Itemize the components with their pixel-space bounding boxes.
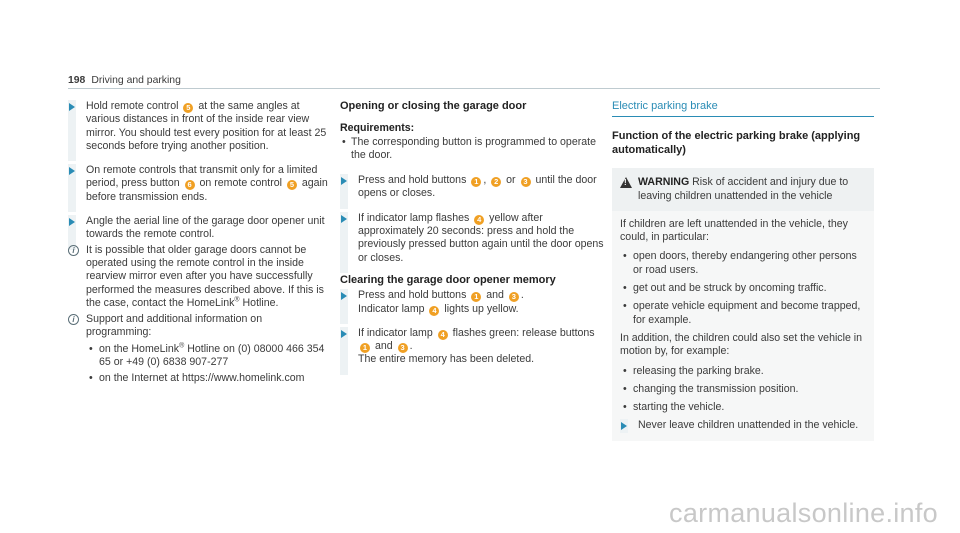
note-support: i Support and additional information on programming: • on the HomeLink® Hotline on (0) 08000 466 354 65 or +49 (0) 6838 907-277 • on the Internet at https://www.homelink.com bbox=[68, 313, 330, 385]
column-1 bbox=[68, 100, 330, 389]
warning-label: WARNING bbox=[638, 176, 690, 189]
step-indicator-yellow: If indicator lamp flashes 4 yellow after approximately 20 seconds: press and hold the previously pressed button again until the door opens or closes. bbox=[340, 212, 604, 265]
motion-list bbox=[620, 365, 866, 415]
info-icon: i bbox=[68, 314, 79, 325]
badge-4: 4 bbox=[429, 306, 439, 316]
step-limited-transmit: On remote controls that transmit only for a limited period, press button 6 on remote control 5 again before transmission ends. bbox=[68, 164, 330, 204]
warning-text: Risk of accident and injury due to leaving children unattended in the vehicle bbox=[638, 176, 849, 202]
step-arrow-icon bbox=[341, 330, 347, 338]
badge-1: 1 bbox=[360, 343, 370, 353]
list-item: • changing the transmission position. bbox=[620, 383, 866, 396]
info-icon: i bbox=[68, 245, 79, 256]
badge-3: 3 bbox=[398, 343, 408, 353]
warning-box bbox=[612, 168, 874, 211]
step-arrow-icon bbox=[69, 218, 75, 226]
note-older-doors: i It is possible that older garage doors cannot be operated using the remote control in the inside rearview mirror even after you have successfully performed the measures described above. If this is the case, contact the HomeLink® Hotline. bbox=[68, 244, 330, 310]
warning-icon bbox=[620, 177, 632, 188]
badge-1: 1 bbox=[471, 177, 481, 187]
section-heading-clear-memory: Clearing the garage door opener memory bbox=[340, 273, 556, 286]
warning-header bbox=[620, 176, 866, 203]
requirement-item: • The corresponding button is programmed to operate the door. bbox=[340, 136, 604, 163]
list-item: • on the HomeLink® Hotline on (0) 08000 466 354 65 or +49 (0) 6838 907-277 bbox=[86, 343, 330, 370]
badge-5: 5 bbox=[183, 103, 193, 113]
page-number: 198 bbox=[68, 75, 86, 86]
badge-3: 3 bbox=[521, 177, 531, 187]
column-2 bbox=[340, 100, 604, 378]
section-title: Driving and parking bbox=[91, 75, 181, 86]
badge-4: 4 bbox=[438, 330, 448, 340]
warning-paragraph: If children are left unattended in the vehicle, they could, in particular: bbox=[620, 217, 848, 244]
list-item: • releasing the parking brake. bbox=[620, 365, 866, 378]
step-arrow-icon bbox=[341, 215, 347, 223]
step-angle-aerial: Angle the aerial line of the garage door opener unit towards the remote control. bbox=[68, 215, 330, 242]
list-item: • open doors, thereby endangering other persons or road users. bbox=[620, 250, 866, 277]
page-header bbox=[68, 74, 181, 87]
badge-6: 6 bbox=[185, 180, 195, 190]
list-item: • starting the vehicle. bbox=[620, 401, 866, 414]
step-arrow-icon bbox=[341, 177, 347, 185]
section-title-parking-brake: Electric parking brake bbox=[612, 100, 874, 117]
step-clear-press: Press and hold buttons 1 and 3 . Indicator lamp 4 lights up yellow. bbox=[340, 289, 604, 316]
step-arrow-icon bbox=[69, 167, 75, 175]
warning-body bbox=[612, 211, 874, 441]
badge-2: 2 bbox=[491, 177, 501, 187]
function-heading: Function of the electric parking brake (applying automatically) bbox=[612, 130, 861, 157]
step-arrow-icon bbox=[341, 292, 347, 300]
badge-4: 4 bbox=[474, 215, 484, 225]
requirements-title: Requirements: bbox=[340, 122, 415, 135]
step-arrow-icon bbox=[69, 103, 75, 111]
risk-list bbox=[620, 250, 866, 326]
support-list bbox=[86, 343, 330, 386]
column-3 bbox=[612, 100, 874, 441]
watermark-logo: carmanualsonline.info bbox=[669, 498, 938, 528]
warning-paragraph: In addition, the children could also set the vehicle in motion by, for example: bbox=[620, 331, 863, 358]
step-never-leave: Never leave children unattended in the vehicle. bbox=[620, 419, 866, 432]
step-clear-release: If indicator lamp 4 flashes green: release buttons 1 and 3 . The entire memory has been deleted. bbox=[340, 327, 604, 367]
badge-1: 1 bbox=[471, 292, 481, 302]
list-item: • get out and be struck by oncoming traffic. bbox=[620, 282, 866, 295]
list-item: • on the Internet at https://www.homelink.com bbox=[86, 372, 330, 385]
list-item: • operate vehicle equipment and become trapped, for example. bbox=[620, 300, 866, 327]
header-divider bbox=[68, 88, 880, 89]
badge-3: 3 bbox=[509, 292, 519, 302]
step-arrow-icon bbox=[621, 422, 627, 430]
badge-5: 5 bbox=[287, 180, 297, 190]
section-heading-open-close: Opening or closing the garage door bbox=[340, 100, 527, 112]
step-press-buttons: Press and hold buttons 1 , 2 or 3 until the door opens or closes. bbox=[340, 174, 604, 201]
step-hold-remote: Hold remote control 5 at the same angles at various distances in front of the inside rear view mirror. You should test every position for at least 25 seconds before trying another position. bbox=[68, 100, 330, 153]
